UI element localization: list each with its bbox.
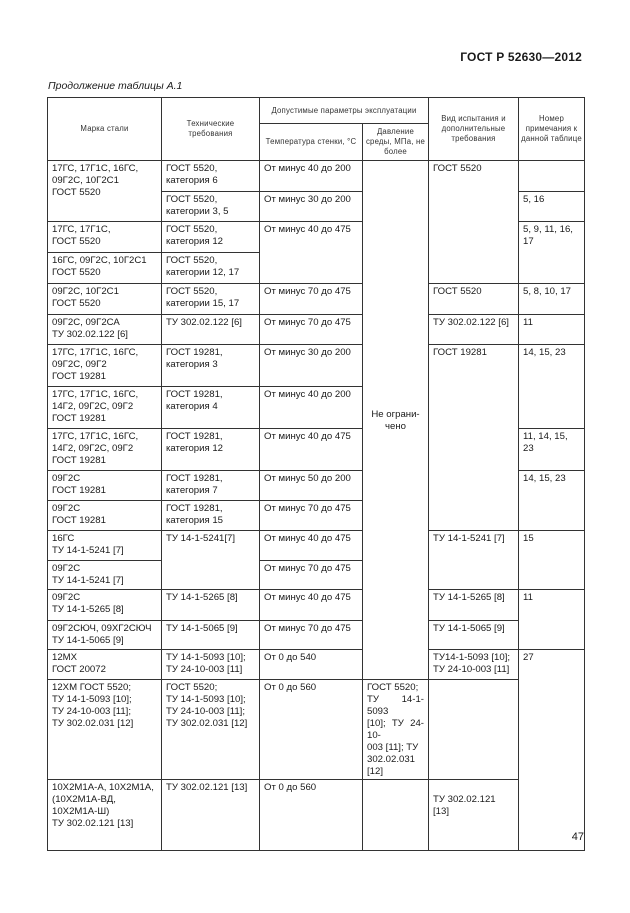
cell-note: 11 xyxy=(519,315,585,345)
cell-pressure: Не ограни- чено xyxy=(363,161,429,680)
cell-tech: ТУ 302.02.121 [13] xyxy=(162,780,260,851)
table-caption: Продолжение таблицы А.1 xyxy=(48,80,183,92)
cell-temp: От минус 40 до 475 xyxy=(260,222,363,284)
cell-steel: 17ГС, 17Г1С, ГОСТ 5520 xyxy=(48,222,162,253)
header-note: Номер примечания к данной таблице xyxy=(519,98,585,161)
cell-steel: 12МХ ГОСТ 20072 xyxy=(48,650,162,680)
cell-tech: ГОСТ 5520, категории 3, 5 xyxy=(162,192,260,222)
cell-tech: ГОСТ 19281, категория 15 xyxy=(162,501,260,531)
cell-test: ГОСТ 19281 xyxy=(429,345,519,531)
standard-header: ГОСТ Р 52630—2012 xyxy=(460,50,582,64)
cell-temp: От минус 30 до 200 xyxy=(260,192,363,222)
cell-note xyxy=(519,161,585,192)
cell-tech: ТУ 14-1-5241[7] xyxy=(162,531,260,590)
cell-steel: 09Г2С, 09Г2СА ТУ 302.02.122 [6] xyxy=(48,315,162,345)
header-pressure: Давление среды, МПа, не более xyxy=(363,124,429,161)
cell-test: ТУ 14-1-5265 [8] xyxy=(429,590,519,621)
cell-test: ТУ 302.02.122 [6] xyxy=(429,315,519,345)
cell-note: 11, 14, 15, 23 xyxy=(519,429,585,471)
cell-tech: ТУ 14-1-5093 [10]; ТУ 24-10-003 [11] xyxy=(162,650,260,680)
cell-temp: От минус 30 до 200 xyxy=(260,345,363,387)
cell-tech: ГОСТ 19281, категория 4 xyxy=(162,387,260,429)
cell-note: 5, 8, 10, 17 xyxy=(519,284,585,315)
cell-steel: 10Х2М1А-А, 10Х2М1А, (10Х2М1А-ВД, 10Х2М1А-Ш) ТУ 302.02.121 [13] xyxy=(48,780,162,851)
cell-tech: ТУ 14-1-5265 [8] xyxy=(162,590,260,621)
cell-steel: 17ГС, 17Г1С, 16ГС, 14Г2, 09Г2С, 09Г2 ГОСТ 19281 xyxy=(48,387,162,429)
cell-temp: От 0 до 540 xyxy=(260,650,363,680)
cell-steel: 17ГС, 17Г1С, 16ГС, 09Г2С, 09Г2 ГОСТ 19281 xyxy=(48,345,162,387)
cell-steel: 09Г2С ГОСТ 19281 xyxy=(48,501,162,531)
cell-test: ГОСТ 5520 xyxy=(429,161,519,284)
cell-tech: ГОСТ 5520; ТУ 14-1-5093 [10]; ТУ 24-10-003 [11]; ТУ 302.02.031 [12] xyxy=(162,680,260,780)
cell-tech: ГОСТ 19281, категория 12 xyxy=(162,429,260,471)
cell-temp: От минус 50 до 200 xyxy=(260,471,363,501)
cell-steel: 16ГС, 09Г2С, 10Г2С1 ГОСТ 5520 xyxy=(48,253,162,284)
cell-steel: 09Г2С ГОСТ 19281 xyxy=(48,471,162,501)
header-temp: Температура стенки, °С xyxy=(260,124,363,161)
cell-note: 27 xyxy=(519,650,585,851)
cell-steel: 09Г2С ТУ 14-1-5265 [8] xyxy=(48,590,162,621)
cell-test: ТУ 14-1-5065 [9] xyxy=(429,621,519,650)
cell-steel: 09Г2СЮЧ, 09ХГ2СЮЧ ТУ 14-1-5065 [9] xyxy=(48,621,162,650)
cell-tech: ГОСТ 5520, категории 15, 17 xyxy=(162,284,260,315)
cell-test: ГОСТ 5520 xyxy=(429,284,519,315)
cell-tech: ГОСТ 5520, категория 12 xyxy=(162,222,260,253)
cell-steel: 16ГС ТУ 14-1-5241 [7] xyxy=(48,531,162,561)
cell-note: 5, 16 xyxy=(519,192,585,222)
cell-note: 14, 15, 23 xyxy=(519,345,585,429)
header-test: Вид испытания и дополнительные требования xyxy=(429,98,519,161)
cell-steel: 17ГС, 17Г1С, 16ГС, 09Г2С, 10Г2С1 ГОСТ 5520 xyxy=(48,161,162,222)
cell-temp: От минус 40 до 200 xyxy=(260,387,363,429)
cell-note: 14, 15, 23 xyxy=(519,471,585,531)
cell-steel: 17ГС, 17Г1С, 16ГС, 14Г2, 09Г2С, 09Г2 ГОСТ 19281 xyxy=(48,429,162,471)
cell-steel: 09Г2С, 10Г2С1 ГОСТ 5520 xyxy=(48,284,162,315)
cell-tech: ГОСТ 19281, категория 7 xyxy=(162,471,260,501)
header-steel: Марка стали xyxy=(48,98,162,161)
cell-tech: ГОСТ 5520, категория 6 xyxy=(162,161,260,192)
cell-temp: От 0 до 560 xyxy=(260,780,363,851)
cell-test: ТУ 302.02.121 [13] xyxy=(429,780,519,851)
cell-temp: От 0 до 560 xyxy=(260,680,363,780)
page-number: 47 xyxy=(571,831,584,843)
cell-note: 5, 9, 11, 16, 17 xyxy=(519,222,585,284)
cell-temp: От минус 70 до 475 xyxy=(260,501,363,531)
cell-test: ГОСТ 5520; ТУ 14-1-5093 [10]; ТУ 24-10- 003 [11]; ТУ 302.02.031 [12] xyxy=(363,680,429,780)
cell-temp: От минус 70 до 475 xyxy=(260,561,363,590)
cell-steel: 09Г2С ТУ 14-1-5241 [7] xyxy=(48,561,162,590)
cell-temp: От минус 70 до 475 xyxy=(260,284,363,315)
cell-note: 11 xyxy=(519,590,585,650)
cell-temp: От минус 40 до 475 xyxy=(260,590,363,621)
cell-temp: От минус 40 до 200 xyxy=(260,161,363,192)
cell-steel: 12ХМ ГОСТ 5520; ТУ 14-1-5093 [10]; ТУ 24-10-003 [11]; ТУ 302.02.031 [12] xyxy=(48,680,162,780)
steel-table xyxy=(47,97,585,851)
cell-temp: От минус 70 до 475 xyxy=(260,315,363,345)
cell-temp: От минус 70 до 475 xyxy=(260,621,363,650)
cell-tech: ГОСТ 5520, категории 12, 17 xyxy=(162,253,260,284)
header-tech: Технические требования xyxy=(162,98,260,161)
cell-temp: От минус 40 до 475 xyxy=(260,429,363,471)
cell-temp: От минус 40 до 475 xyxy=(260,531,363,561)
header-params-group: Допустимые параметры эксплуатации xyxy=(260,98,429,124)
cell-tech: ТУ 14-1-5065 [9] xyxy=(162,621,260,650)
cell-test: ТУ14-1-5093 [10]; ТУ 24-10-003 [11] xyxy=(429,650,519,680)
cell-test: ТУ 14-1-5241 [7] xyxy=(429,531,519,590)
cell-tech: ТУ 302.02.122 [6] xyxy=(162,315,260,345)
cell-note: 15 xyxy=(519,531,585,590)
cell-tech: ГОСТ 19281, категория 3 xyxy=(162,345,260,387)
